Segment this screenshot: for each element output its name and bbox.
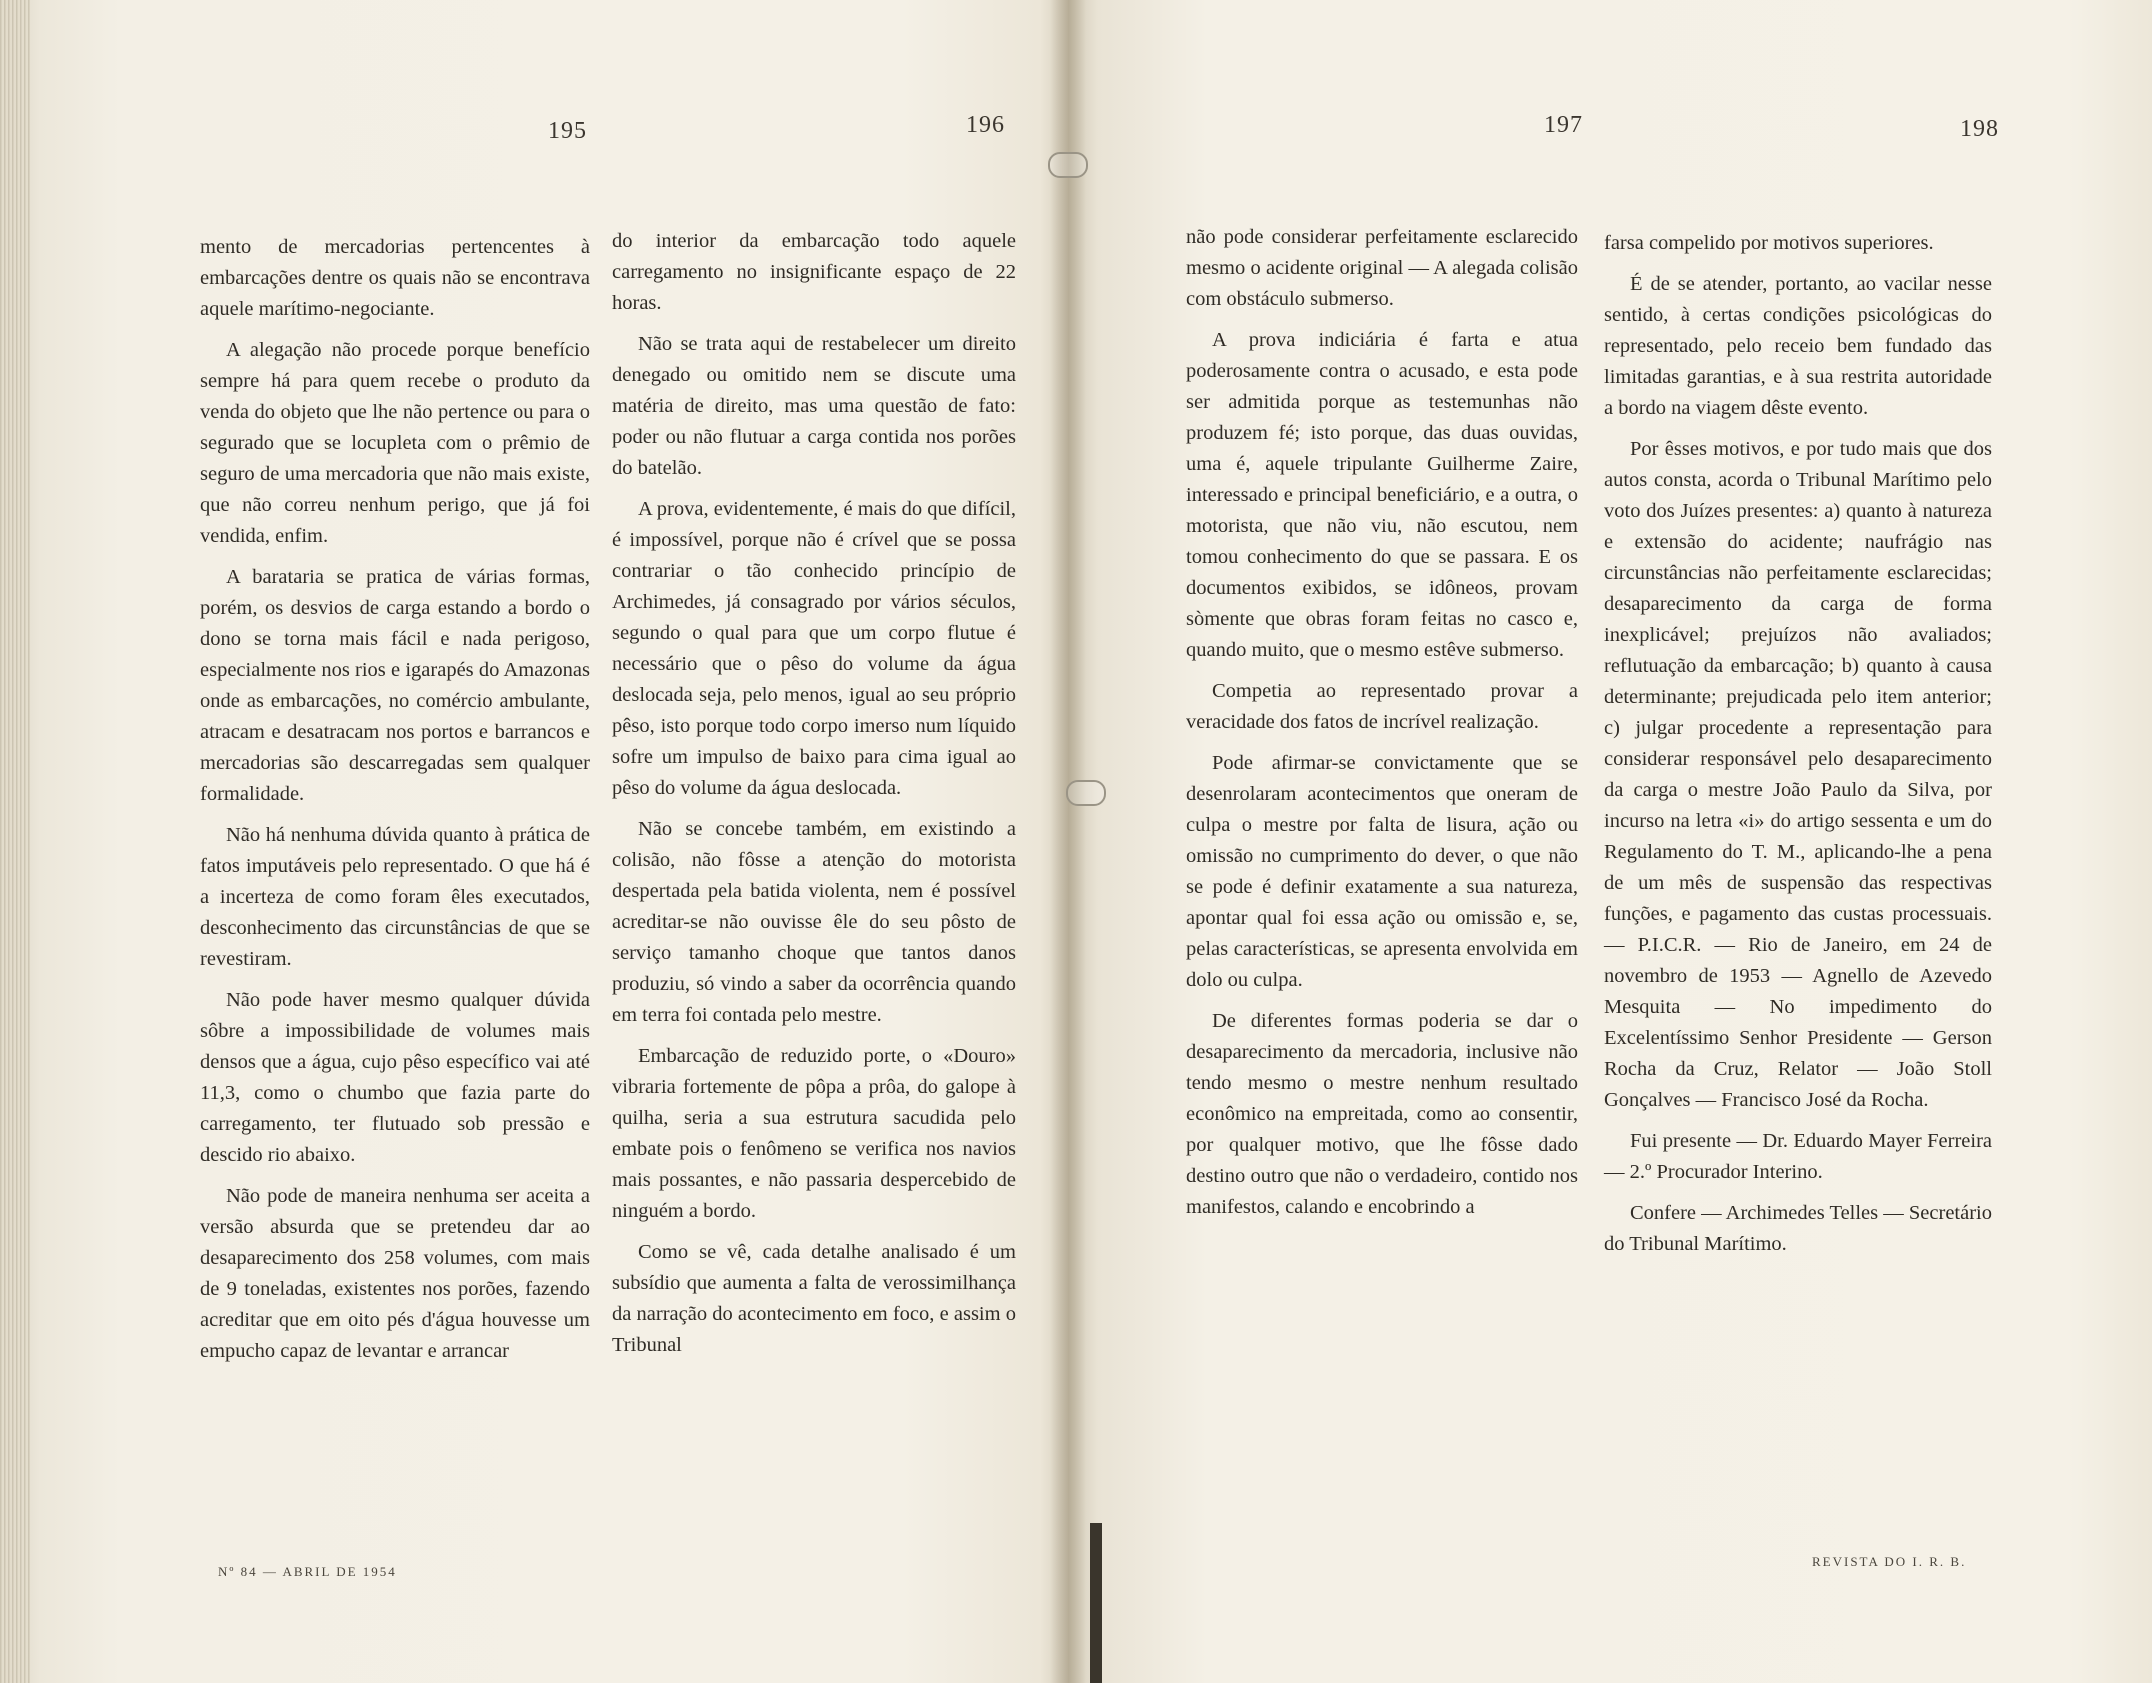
page-number-197: 197 [1544,112,1583,138]
paragraph: Não se trata aqui de restabelecer um direito denegado ou omitido nem se discute uma matéria de direito, mas uma questão de fato: poder ou não flutuar a carga contida nos porões do batelão. [612,333,1016,479]
page-number-198: 198 [1960,116,1999,142]
text-column-4 [1604,228,1992,1270]
paragraph: Por êsses motivos, e por tudo mais que dos autos consta, acorda o Tribunal Marítimo pelo voto dos Juízes presentes: a) quanto à natureza e extensão do acidente; naufrágio nas circunstâncias não perfeitamente esclarecidas; desaparecimento da carga de forma inexplicável; prejuízos não avaliados; reflutuação da embarcação; b) quanto à causa determinante; prejudicada pelo item anterior; c) julgar procedente a representação para considerar responsável pelo desaparecimento da carga o mestre João Paulo da Silva, por incurso na letra «i» do artigo sessenta e um do Regulamento do T. M., aplicando-lhe a pena de um mês de suspensão das respectivas funções, e pagamento das custas processuais. — P.I.C.R. — Rio de Janeiro, em 24 de novembro de 1953 — Agnello de Azevedo Mesquita — No impedimento do Excelentíssimo Senhor Presidente — Gerson Rocha da Cruz, Relator — João Stoll Gonçalves — Francisco José da Rocha. [1604,438,1992,1111]
text-column-1 [200,232,590,1377]
paragraph: farsa compelido por motivos superiores. [1604,232,1934,254]
paragraph: Não pode de maneira nenhuma ser aceita a versão absurda que se pretendeu dar ao desaparecimento dos 258 volumes, com mais de 9 toneladas, existentes nos porões, fazendo acreditar que em oito pés d'água houvesse um empucho capaz de levantar e arrancar [200,1185,590,1362]
page-number-196: 196 [966,112,1005,138]
paragraph: De diferentes formas poderia se dar o desaparecimento da mercadoria, inclusive não tendo mesmo o mestre nenhum resultado econômico na empreitada, como ao consentir, por qualquer motivo, que lhe fôsse dado destino outro que não o verdadeiro, contido nos manifestos, calando e encobrindo a [1186,1010,1578,1218]
paragraph: Como se vê, cada detalhe analisado é um subsídio que aumenta a falta de verossimilhança da narração do acontecimento em foco, e assim o Tribunal [612,1241,1016,1356]
binding-staple-top [1048,152,1088,178]
paragraph: Competia ao representado provar a veracidade dos fatos de incrível realização. [1186,680,1578,733]
text-column-2 [612,226,1016,1371]
footer-issue: Nº 84 — ABRIL DE 1954 [218,1564,397,1579]
paragraph: Não há nenhuma dúvida quanto à prática de fatos imputáveis pelo representado. O que há é a incerteza de como foram êles executados, desconhecimento das circunstâncias de que se revestiram. [200,824,590,970]
paragraph: A prova indiciária é farta e atua poderosamente contra o acusado, e esta pode ser admitida porque as testemunhas não produzem fé; isto porque, das duas ouvidas, uma é, aquele tripulante Guilherme Zaire, interessado e principal beneficiário, e a outra, o motorista, que não viu, não escutou, nem tomou conhecimento do que se passara. E os documentos exibidos, se idôneos, provam sòmente que obras foram feitas no casco e, quando muito, que o mesmo estêve submerso. [1186,329,1578,661]
book-gutter [1050,0,1086,1683]
paragraph: Pode afirmar-se convictamente que se desenrolaram acontecimentos que oneram de culpa o mestre por falta de lisura, ação ou omissão no cumprimento do dever, o que não se pode é definir exatamente a sua natureza, apontar qual foi essa ação ou omissão e, se, pelas características, se apresenta envolvida em dolo ou culpa. [1186,752,1578,991]
footer-journal: REVISTA DO I. R. B. [1812,1554,1967,1569]
book-spine [1090,1523,1102,1683]
paragraph: A barataria se pratica de várias formas, porém, os desvios de carga estando a bordo o dono se torna mais fácil e nada perigoso, especialmente nos rios e igarapés do Amazonas onde as embarcações, no comércio ambulante, atracam e desatracam nos portos e barrancos e mercadorias são descarregadas sem qualquer formalidade. [200,566,590,805]
page-edges [0,0,30,1683]
paragraph: Fui presente — Dr. Eduardo Mayer Ferreira — 2.º Procurador Interino. [1604,1130,1992,1183]
paragraph: A alegação não procede porque benefício sempre há para quem recebe o produto da venda do objeto que lhe não pertence ou para o segurado que se locupleta com o prêmio de seguro de uma mercadoria que não mais existe, que não correu nenhum perigo, que já foi vendida, enfim. [200,339,590,547]
paragraph: do interior da embarcação todo aquele carregamento no insignificante espaço de 22 horas. [612,230,1016,314]
paragraph: Não pode haver mesmo qualquer dúvida sôbre a impossibilidade de volumes mais densos que a água, cujo pêso específico vai até 11,3, como o chumbo que fazia parte do carregamento, ter flutuado sob pressão e descido rio abaixo. [200,989,590,1166]
paragraph: Embarcação de reduzido porte, o «Douro» vibraria fortemente de pôpa a prôa, do galope à quilha, seria a sua estrutura sacudida pelo embate pois o fenômeno se verifica nos navios mais possantes, e não passaria despercebido de ninguém a bordo. [612,1045,1016,1222]
paragraph: É de se atender, portanto, ao vacilar nesse sentido, à certas condições psicológicas do representado, pelo receio bem fundado das limitadas garantias, e à sua restrita autoridade a bordo na viagem dêste evento. [1604,273,1992,419]
paragraph: A prova, evidentemente, é mais do que difícil, é impossível, porque não é crível que se possa contrariar o tão conhecido princípio de Archimedes, já consagrado por vários séculos, segundo o qual para que um corpo flutue é necessário que o pêso do volume da água deslocada seja, pelo menos, igual ao seu próprio pêso, isto porque todo corpo imerso num líquido sofre um impulso de baixo para cima igual ao pêso do volume da água deslocada. [612,498,1016,799]
paragraph: não pode considerar perfeitamente esclarecido mesmo o acidente original — A alegada colisão com obstáculo submerso. [1186,226,1578,310]
text-column-3 [1186,222,1578,1233]
paragraph: Confere — Archimedes Telles — Secretário do Tribunal Marítimo. [1604,1202,1992,1255]
paragraph: Não se concebe também, em existindo a colisão, não fôsse a atenção do motorista despertada pela batida violenta, nem é possível acreditar-se não ouvisse êle do seu pôsto de serviço tamanho choque que tantos danos produziu, só vindo a saber da ocorrência quando em terra foi contada pelo mestre. [612,818,1016,1026]
binding-staple-bottom [1066,780,1106,806]
page-number-195: 195 [548,118,587,144]
paragraph: mento de mercadorias pertencentes à embarcações dentre os quais não se encontrava aquele marítimo-negociante. [200,236,590,320]
